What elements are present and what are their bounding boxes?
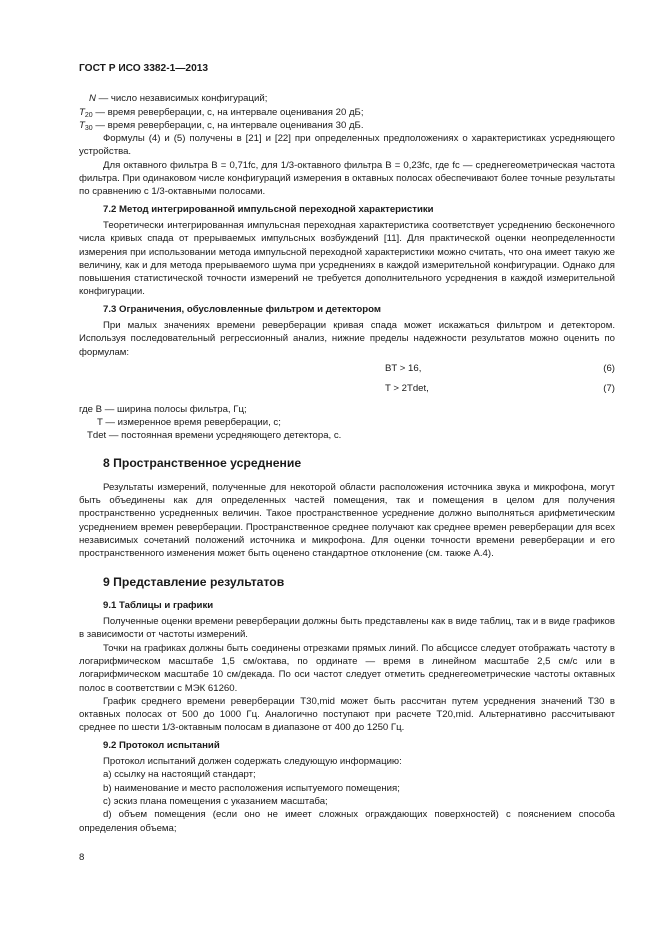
definition-t30 (79, 119, 615, 132)
formula-6 (79, 362, 615, 375)
list-item-c: c) эскиз плана помещения с указанием масштаба; (103, 795, 328, 807)
section-9-2-heading: 9.2 Протокол испытаний (103, 739, 220, 751)
list-item-b: b) наименование и место расположения испытуемого помещения; (103, 782, 400, 794)
def-text: — время реверберации, с, на интервале оценивания 30 дБ. (92, 119, 364, 131)
definition-t: T — измеренное время реверберации, с; (97, 416, 281, 428)
document-page (79, 62, 615, 835)
def-sub: 30 (84, 124, 93, 132)
definition-b: где B — ширина полосы фильтра, Гц; (79, 403, 247, 415)
definition-tdet: Tdet — постоянная времени усредняющего детектора, с. (87, 430, 342, 442)
def-sub: 20 (84, 111, 93, 119)
section-9-1-text-b: Точки на графиках должны быть соединены отрезками прямых линий. По абсциссе следует отображать частоту в логарифмическом масштабе 1,5 см/октава, по ординате — время в линейном масштабе 2,5 см/с или в логарифмическом масштабе 10 см/декада. По оси частот следует отметить среднегеометрические частоты октавных полос в соответствии с МЭК 61260. (79, 642, 615, 694)
def-term: T (79, 119, 85, 131)
section-9-1-heading: 9.1 Таблицы и графики (103, 599, 214, 611)
list-item-d: d) объем помещения (если оно не имеет сложных ограждающих поверхностей) с пояснением способа определения объема; (79, 809, 615, 834)
definition-t20 (79, 106, 615, 119)
paragraph-octave: Для октавного фильтра B = 0,71fc, для 1/3-октавного фильтра B = 0,23fc, где fc — среднегеометрическая частота фильтра. При одинаковом числе конфигураций измерения в октавных полосах обеспечивают более точные результаты по сравнению с 1/3-октавными полосами. (79, 159, 615, 198)
def-text: — число независимых конфигураций; (95, 93, 268, 105)
section-8-heading: 8 Пространственное усреднение (103, 456, 302, 471)
def-term: N (89, 93, 96, 105)
section-9-1-text-c: График среднего времени реверберации T30,mid может быть рассчитан путем усреднения значений T30 в октавных полосах от 500 до 1000 Гц. Аналогично поступают при расчете T20,mid. Альтернативно рассчитывают среднее по шести 1/3-октавным полосам в диапазоне от 400 до 1250 Гц. (79, 695, 615, 734)
paragraph-formulas: Формулы (4) и (5) получены в [21] и [22] при определенных предположениях о характеристиках усредняющего устройства. (79, 133, 615, 158)
formula-expression: BT > 16, (385, 362, 422, 374)
section-7-2-heading: 7.2 Метод интегрированной импульсной переходной характеристики (103, 203, 434, 215)
page-number: 8 (79, 852, 85, 863)
def-term: T (79, 106, 85, 118)
section-7-3-text: При малых значениях времени реверберации кривая спада может искажаться фильтром и детектором. Используя последовательный регрессионный анализ, нижние пределы надежности результатов можно оценить по формулам: (79, 320, 615, 358)
section-9-heading: 9 Представление результатов (103, 574, 285, 589)
section-9-1-text-a: Полученные оценки времени реверберации должны быть представлены как в виде таблиц, так и в виде графиков в зависимости от частоты измерений. (79, 616, 615, 641)
section-9-2-text: Протокол испытаний должен содержать следующую информацию: (103, 756, 402, 768)
document-header: ГОСТ Р ИСО 3382-1—2013 (79, 63, 209, 74)
formula-7 (79, 382, 615, 395)
definition-n (79, 92, 615, 105)
section-8-text: Результаты измерений, полученные для некоторой области расположения источника звука и микрофона, могут быть объединены как для определенных частей помещения, так и помещения в целом для получения пространственно усредненных величин. Такое пространственное усреднение должно выполняться арифметическим усреднением времен реверберации. Пространственное среднее получают как среднее времен реверберации для всех независимых сочетаний положений источника и микрофона. Для оценки точности времени реверберации и его пространственного изменения может быть оценено стандартное отклонение (см. также А.4). (79, 481, 615, 560)
section-7-3-heading: 7.3 Ограничения, обусловленные фильтром и детектором (103, 303, 381, 315)
formula-expression: T > 2Tdet, (385, 383, 429, 395)
formula-number: (6) (603, 362, 615, 374)
def-text: — время реверберации, с, на интервале оценивания 20 дБ; (92, 106, 364, 118)
section-7-2-text: Теоретически интегрированная импульсная переходная характеристика соответствует усреднению бесконечного числа кривых спада от прерываемых импульсных возбуждений [11]. Для практической оценки неопределенности измерения при использовании метода импульсной переходной характеристики можно считать, что она имеет такую же величину, как и для метода прерываемого шума при усреднениях в каждой измерительной конфигурации. Однако для повышения статистической точности измерений не требуется дополнительного усреднения в каждой измерительной конфигурации. (79, 219, 615, 298)
formula-number: (7) (603, 383, 615, 395)
list-item-a: a) ссылку на настоящий стандарт; (103, 769, 256, 781)
